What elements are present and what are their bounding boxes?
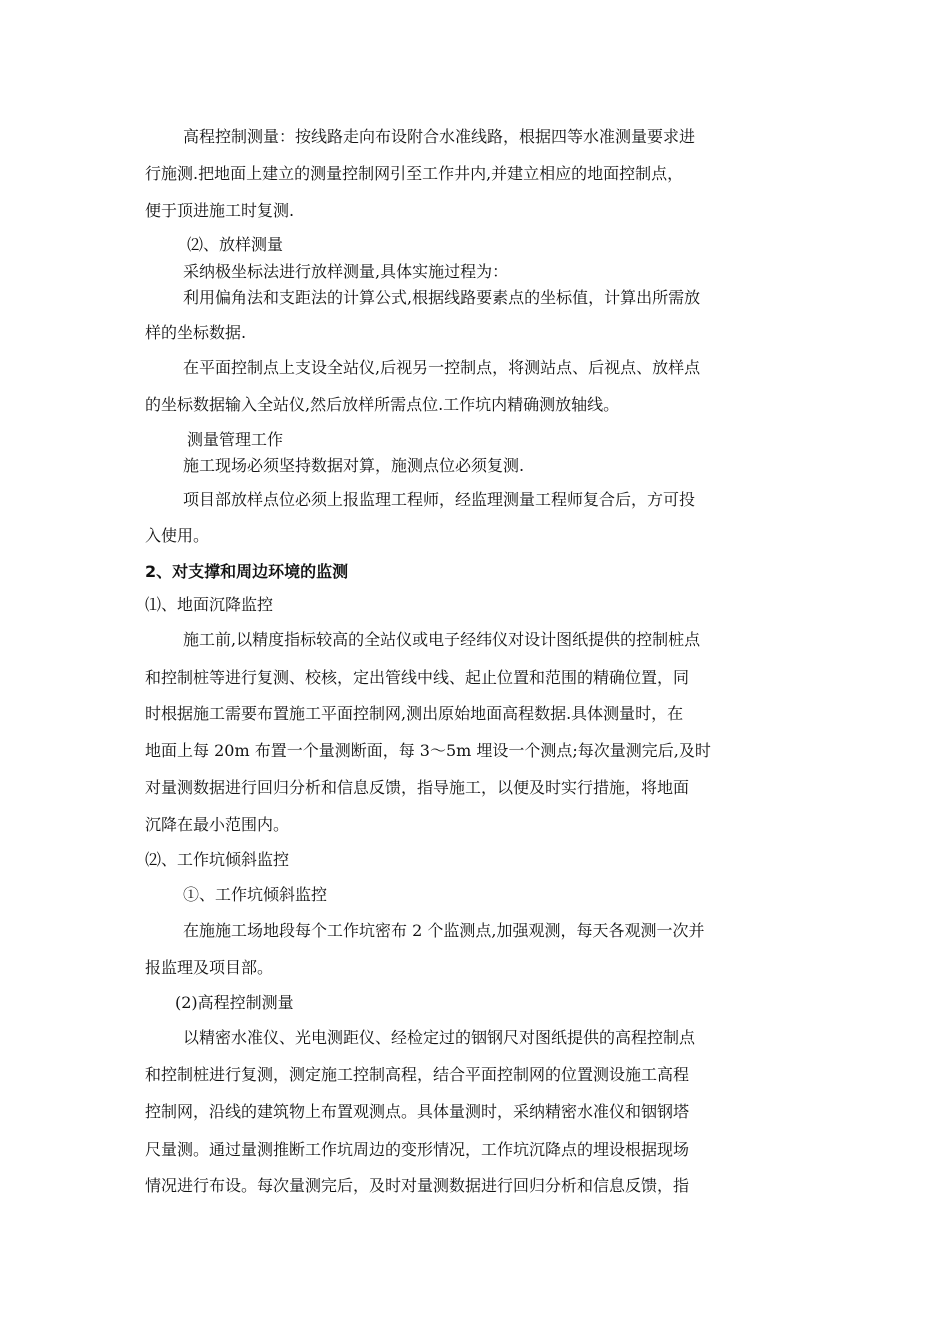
section-heading: 2、对支撑和周边环境的监测 — [145, 562, 349, 581]
text-line: 报监理及项目部。 — [145, 958, 274, 977]
subheading: ⑴、地面沉降监控 — [145, 595, 274, 614]
text-line: 时根据施工需要布置施工平面控制网,测出原始地面高程数据.具体测量时，在 — [145, 704, 684, 723]
text-line: 便于顶进施工时复测. — [145, 201, 295, 220]
text-line: 样的坐标数据. — [145, 323, 247, 342]
text-line: 施工前,以精度指标较高的全站仪或电子经纬仪对设计图纸提供的控制桩点 — [183, 630, 701, 649]
text-line: 对量测数据进行回归分析和信息反馈，指导施工，以便及时实行措施，将地面 — [145, 778, 690, 797]
text-line: 高程控制测量：按线路走向布设附合水准线路，根据四等水准测量要求进 — [183, 127, 696, 146]
subheading: ⑵、放样测量 — [187, 235, 284, 254]
subheading: 测量管理工作 — [187, 430, 284, 449]
text-line: 施工现场必须坚持数据对算，施测点位必须复测. — [183, 456, 525, 475]
text-line: 尺量测。通过量测推断工作坑周边的变形情况，工作坑沉降点的埋设根据现场 — [145, 1140, 690, 1159]
text-line: 行施测.把地面上建立的测量控制网引至工作井内,并建立相应的地面控制点， — [145, 164, 684, 183]
text-line: 的坐标数据输入全站仪,然后放样所需点位.工作坑内精确测放轴线。 — [145, 395, 620, 414]
text-line: 情况进行布设。每次量测完后，及时对量测数据进行回归分析和信息反馈，指 — [145, 1176, 690, 1195]
text-line: 在平面控制点上支设全站仪,后视另一控制点，将测站点、后视点、放样点 — [183, 358, 701, 377]
text-line: 采纳极坐标法进行放样测量,具体实施过程为： — [183, 262, 509, 281]
text-line: 在施施工场地段每个工作坑密布 2 个监测点,加强观测，每天各观测一次并 — [183, 921, 705, 940]
subheading: ⑵、工作坑倾斜监控 — [145, 850, 290, 869]
text-line: 地面上每 20m 布置一个量测断面，每 3～5m 埋设一个测点;每次量测完后,及时 — [145, 741, 711, 760]
text-line: 以精密水准仪、光电测距仪、经检定过的铟钢尺对图纸提供的高程控制点 — [183, 1028, 696, 1047]
text-line: 和控制桩进行复测，测定施工控制高程，结合平面控制网的位置测设施工高程 — [145, 1065, 690, 1084]
subheading: ①、工作坑倾斜监控 — [183, 885, 328, 904]
text-line: 入使用。 — [145, 526, 210, 545]
text-line: 利用偏角法和支距法的计算公式,根据线路要素点的坐标值，计算出所需放 — [183, 288, 701, 307]
text-line: 沉降在最小范围内。 — [145, 815, 290, 834]
text-line: 和控制桩等进行复测、校核，定出管线中线、起止位置和范围的精确位置，同 — [145, 668, 690, 687]
text-line: 项目部放样点位必须上报监理工程师，经监理测量工程师复合后，方可投 — [183, 490, 696, 509]
subheading: (2)高程控制测量 — [175, 993, 294, 1012]
text-line: 控制网，沿线的建筑物上布置观测点。具体量测时，采纳精密水准仪和铟钢塔 — [145, 1102, 690, 1121]
